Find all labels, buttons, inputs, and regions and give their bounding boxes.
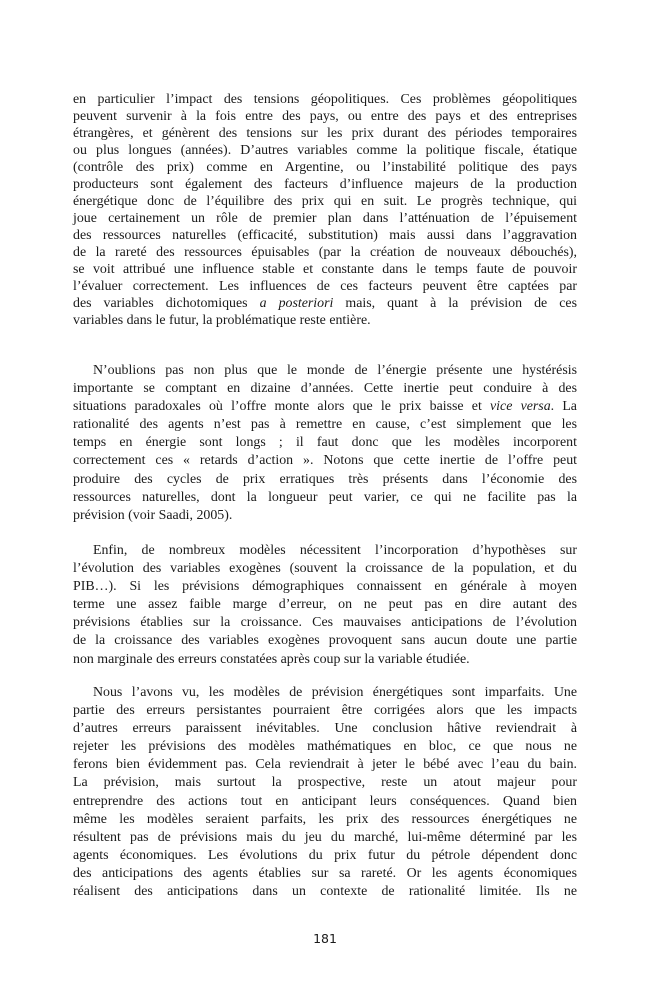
- text-segment: mais, quant à la prévision de ces: [333, 296, 577, 311]
- text-line: ferons bien évidemment pas. Cela reviendrait à jeter le bébé avec l’eau du bain.: [73, 757, 577, 773]
- text-line: La prévision, mais surtout la prospective, reste un atout majeur pour: [73, 775, 577, 791]
- text-line: [73, 295, 577, 312]
- text-line: étrangères, et génèrent des tensions sur les prix durant des périodes temporaires: [73, 126, 577, 141]
- page-number: 181: [313, 931, 337, 946]
- text-line: correctement ces « retards d’action ». Notons que cette inertie de l’offre peut: [73, 453, 577, 469]
- text-line: non marginale des erreurs constatées après coup sur la variable étudiée.: [73, 651, 470, 667]
- text-segment: situations paradoxales où l’offre monte alors que le prix baisse et: [73, 399, 491, 415]
- text-line: importante se comptant en dizaine d’années. Cette inertie peut conduire à des: [73, 381, 577, 397]
- text-line: terme une assez faible marge d’erreur, on ne peut pas en dire autant des: [73, 597, 577, 613]
- text-line: se voit attribué une influence stable et constante dans le temps faute de pouvoir: [73, 262, 577, 277]
- paragraph-2: [73, 362, 577, 525]
- text-line: entreprendre des actions tout en anticipant leurs conséquences. Quand bien: [73, 793, 577, 809]
- text-line: agents économiques. Les évolutions du prix futur du pétrole dépendent donc: [73, 847, 577, 863]
- italic-term: a posteriori: [259, 296, 334, 311]
- text-line: ou plus longues (années). D’autres variables comme la politique fiscale, étatique: [73, 143, 577, 158]
- italic-term: vice versa: [490, 399, 551, 415]
- text-line: l’évaluer correctement. Les influences de ces facteurs peuvent être captées par: [73, 279, 577, 294]
- text-line: de la croissance des variables exogènes provoquent sans aucun doute une partie: [73, 633, 577, 649]
- text-line: l’évolution des variables exogènes (souvent la croissance de la population, et du: [73, 561, 577, 577]
- text-line: ressources naturelles, dont la longueur peut varier, ce qui ne facilite pas la: [73, 489, 577, 505]
- text-line: temps en énergie sont longs ; il faut donc que les modèles incorporent: [73, 435, 577, 451]
- paragraph-4: [73, 684, 577, 901]
- text-line: (contrôle des prix) comme en Argentine, ou l’instabilité politique des pays: [73, 160, 577, 175]
- text-line: Enfin, de nombreux modèles nécessitent l’incorporation d’hypothèses sur: [93, 543, 577, 558]
- text-line: Nous l’avons vu, les modèles de prévision énergétiques sont imparfaits. Une: [93, 685, 577, 700]
- text-segment: . La: [550, 399, 577, 415]
- text-line: joue certainement un rôle de premier plan dans l’atténuation de l’épuisement: [73, 211, 577, 226]
- text-line: rationalité des agents n’est pas à remettre en cause, c’est simplement que les: [73, 417, 577, 433]
- text-line: N’oublions pas non plus que le monde de l’énergie présente une hystérésis: [93, 363, 577, 378]
- text-line: [73, 398, 577, 416]
- text-line: résultent pas de prévisions mais du jeu du marché, lui-même déterminé par les: [73, 829, 577, 845]
- text-line: PIB…). Si les prévisions démographiques connaissent en générale à moyen: [73, 579, 577, 595]
- text-line: énergétique donc de l’équilibre des prix qui en suit. Le progrès technique, qui: [73, 194, 577, 209]
- paragraph-1: [73, 91, 577, 329]
- text-line: des ressources naturelles (efficacité, substitution) mais aussi dans l’aggravation: [73, 228, 577, 243]
- text-line: variables dans le futur, la problématique reste entière.: [73, 313, 371, 328]
- text-line: en particulier l’impact des tensions géopolitiques. Ces problèmes géopolitiques: [73, 92, 577, 107]
- text-line: des anticipations des agents établies sur sa rareté. Or les agents économiques: [73, 865, 577, 881]
- text-line: producteurs sont également des facteurs d’influence majeurs de la production: [73, 177, 577, 192]
- text-line: peuvent survenir à la fois entre des pays, ou entre des pays et des entreprises: [73, 109, 577, 124]
- paragraph-3: [73, 542, 577, 669]
- text-line: prévision (voir Saadi, 2005).: [73, 507, 233, 523]
- text-line: d’autres erreurs paraissent inévitables. Une conclusion hâtive reviendrait à: [73, 721, 577, 737]
- text-line: rejeter les prévisions des modèles mathématiques en bloc, ce que nous ne: [73, 739, 577, 755]
- text-segment: des variables dichotomiques: [73, 296, 260, 311]
- text-line: même les modèles seraient parfaits, les prix des ressources énergétiques ne: [73, 811, 577, 827]
- text-line: produire des cycles de prix erratiques très présents dans l’économie des: [73, 471, 577, 487]
- text-line: prévisions établies sur la croissance. Ces mauvaises anticipations de l’évolution: [73, 615, 577, 631]
- text-line: de la rareté des ressources épuisables (par la création de nouveaux débouchés),: [73, 245, 577, 260]
- text-line: partie des erreurs persistantes pourraient être corrigées alors que les impacts: [73, 703, 577, 719]
- text-line: réalisent des anticipations dans un contexte de rationalité limitée. Ils ne: [73, 884, 577, 900]
